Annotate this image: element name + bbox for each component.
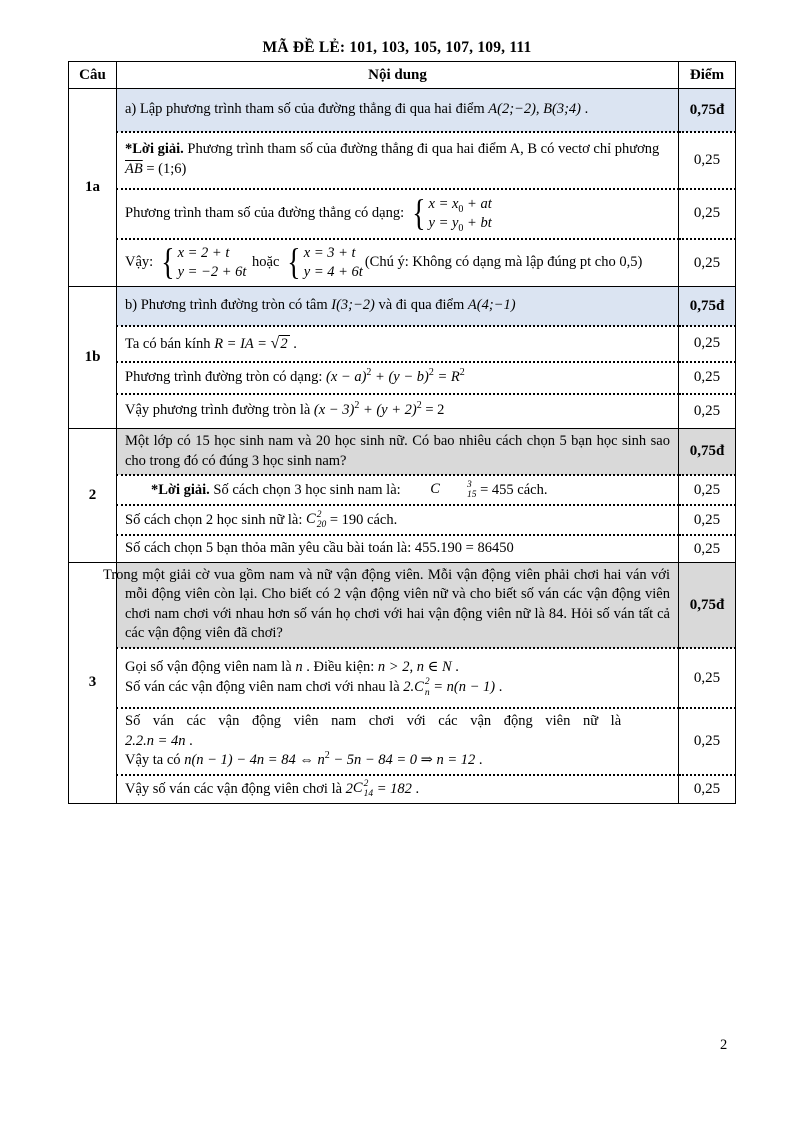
column-header-diem: Điểm xyxy=(679,62,736,89)
table-row-1b-1 xyxy=(69,287,736,326)
answer-content-1b-2: Ta có bán kính R = IA = √2 . xyxy=(117,326,679,362)
score-cell-3-3: 0,25 xyxy=(679,708,736,775)
score-cell-3-4: 0,25 xyxy=(679,775,736,803)
table-row-1b-2 xyxy=(69,326,736,362)
score-cell-1b-4: 0,25 xyxy=(679,394,736,429)
answer-content-3-1: Trong một giải cờ vua gồm nam và nữ vận động viên. Mỗi vận động viên phải chơi hai ván với mỗi động viên còn lại. Cho biết có 2 vận động viên nữ và cho biết số ván các vận động viên chơi nam chơi với nhau hơn số ván họ chơi với hai vận động viên nữ là 84. Hỏi số ván tất cả các vận động viên đã chơi? xyxy=(117,562,679,648)
score-cell-1a-1: 0,75đ xyxy=(679,89,736,132)
answer-content-1a-3: Phương trình tham số của đường thẳng có dạng: { $x = x_0$ + at $y = y_0$ + bt xyxy=(117,189,679,239)
table-header-row xyxy=(69,62,736,89)
answer-content-3-4: Vậy số ván các vận động viên chơi là 2 C 2 14 = 182 . xyxy=(117,775,679,803)
score-cell-2-2: 0,25 xyxy=(679,475,736,505)
answer-table-body xyxy=(69,89,736,804)
question-number-1b: 1b xyxy=(69,287,117,429)
column-header-noidung: Nội dung xyxy=(117,62,679,89)
score-cell-1a-3: 0,25 xyxy=(679,189,736,239)
answer-content-1a-4: Vậy: { x = 2 + t y = −2 + 6t hoặc { x = 3 + t y = 4 + 6t (Chú ý: Không có dạng mà lập đúng pt cho 0,5) xyxy=(117,239,679,287)
answer-content-1a-2: *Lời giải. Phương trình tham số của đường thẳng đi qua hai điểm A, B có vectơ chỉ phương $\overline{AB}$ = (1;6) xyxy=(117,132,679,189)
table-row-2-3 xyxy=(69,505,736,535)
table-row-2-4 xyxy=(69,535,736,562)
score-cell-2-4: 0,25 xyxy=(679,535,736,562)
answer-content-1a-1: a) Lập phương trình tham số của đường thẳng đi qua hai điểm A(2;−2), B(3;4) . xyxy=(117,89,679,132)
answer-content-2-4: Số cách chọn 5 bạn thỏa mãn yêu cầu bài toán là: 455.190 = 86450 xyxy=(117,535,679,562)
table-row-1a-1 xyxy=(69,89,736,132)
table-row-2-2 xyxy=(69,475,736,505)
score-cell-1a-2: 0,25 xyxy=(679,132,736,189)
score-cell-1b-1: 0,75đ xyxy=(679,287,736,326)
score-cell-1a-4: 0,25 xyxy=(679,239,736,287)
table-row-1b-4 xyxy=(69,394,736,429)
question-number-1a: 1a xyxy=(69,89,117,287)
table-row-3-2 xyxy=(69,648,736,708)
table-row-1b-3 xyxy=(69,362,736,394)
score-cell-1b-2: 0,25 xyxy=(679,326,736,362)
table-row-3-4 xyxy=(69,775,736,803)
table-row-2-1 xyxy=(69,429,736,476)
table-row-1a-4 xyxy=(69,239,736,287)
answer-key-table xyxy=(68,61,736,804)
question-number-2: 2 xyxy=(69,429,117,563)
table-row-1a-3 xyxy=(69,189,736,239)
score-cell-2-1: 0,75đ xyxy=(679,429,736,476)
page-number: 2 xyxy=(720,1037,728,1053)
column-header-cau: Câu xyxy=(69,62,117,89)
answer-content-3-3: Số ván các vận động viên nam chơi với các vận động viên nữ là 2.2.n = 4n . Vậy ta có n(n − 1) − 4n = 84 ⇔ $n^2 - 5n - 84 = 0$ ⇒ n = 12 . xyxy=(117,708,679,775)
table-row-1a-2 xyxy=(69,132,736,189)
answer-content-1b-1: b) Phương trình đường tròn có tâm I(3;−2) và đi qua điểm A(4;−1) xyxy=(117,287,679,326)
answer-content-3-2: Gọi số vận động viên nam là n . Điều kiện: n > 2, n ∈ N . Số ván các vận động viên nam chơi với nhau là 2. C 2 n = n(n − 1) . xyxy=(117,648,679,708)
table-row-3-3 xyxy=(69,708,736,775)
score-cell-3-1: 0,75đ xyxy=(679,562,736,648)
answer-content-2-1: Một lớp có 15 học sinh nam và 20 học sinh nữ. Có bao nhiêu cách chọn 5 bạn học sinh sao cho trong đó có đúng 3 học sinh nam? xyxy=(117,429,679,476)
score-cell-3-2: 0,25 xyxy=(679,648,736,708)
question-number-3: 3 xyxy=(69,562,117,803)
answer-content-2-3: Số cách chọn 2 học sinh nữ là: C 2 20 = 190 cách. xyxy=(117,505,679,535)
page-title: MÃ ĐỀ LẺ: 101, 103, 105, 107, 109, 111 xyxy=(262,39,532,56)
answer-content-1b-3: Phương trình đường tròn có dạng: $(x - a)^2 + (y - b)^2 = R^2$ xyxy=(117,362,679,394)
table-row-3-1 xyxy=(69,562,736,648)
answer-content-2-2: *Lời giải. Số cách chọn 3 học sinh nam là: C 3 15 = 455 cách. xyxy=(117,475,679,505)
answer-content-1b-4: Vậy phương trình đường tròn là $(x - 3)^2 + (y + 2)^2 = 2$ xyxy=(117,394,679,429)
score-cell-1b-3: 0,25 xyxy=(679,362,736,394)
score-cell-2-3: 0,25 xyxy=(679,505,736,535)
